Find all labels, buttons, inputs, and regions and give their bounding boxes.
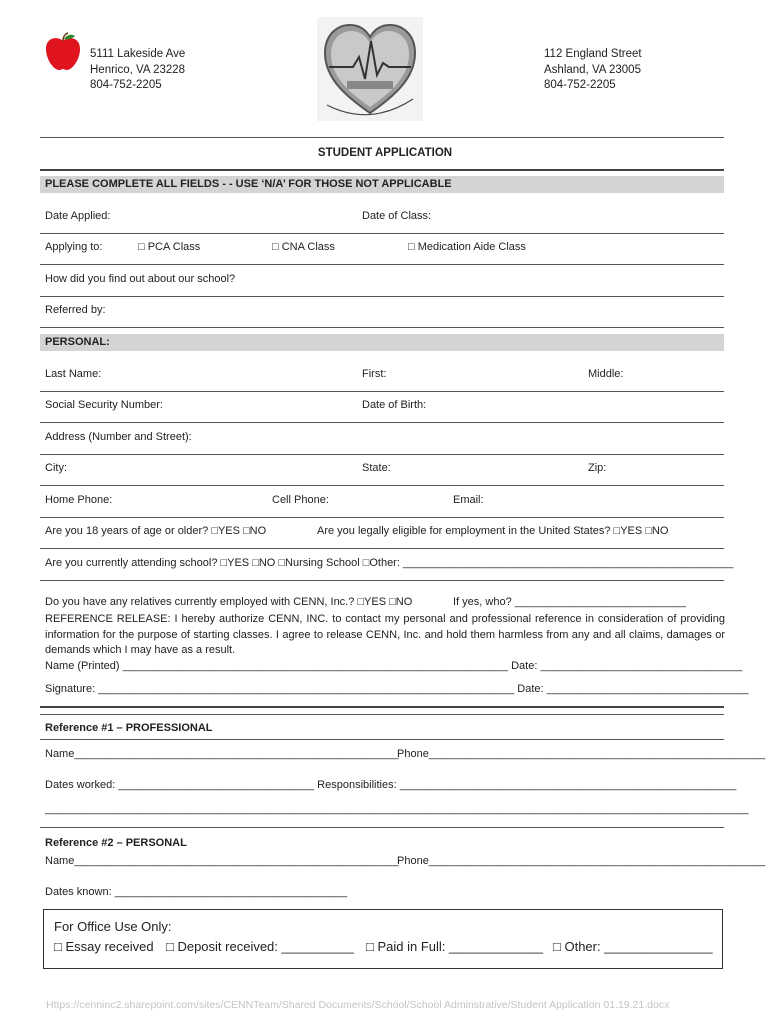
eligibility-question[interactable]: Are you legally eligible for employment in the United States? □YES □NO — [317, 525, 669, 537]
date-applied-label: Date Applied: — [45, 210, 111, 222]
signature-field[interactable]: Signature: ____________________________________________________________________ Date: _________________________________ — [45, 683, 749, 695]
office-use-title: For Office Use Only: — [54, 919, 172, 934]
personal-band: PERSONAL: — [40, 334, 724, 351]
reference-2-phone-field[interactable]: Phone_______________________________________________________ — [397, 855, 766, 867]
essay-received-checkbox[interactable]: □ Essay received — [54, 939, 154, 954]
divider — [40, 739, 724, 740]
divider — [40, 264, 724, 265]
school-question[interactable]: Are you currently attending school? □YES □NO □Nursing School □Other: ______________________________________________________ — [45, 557, 734, 569]
reference-1-dates-field[interactable]: Dates worked: ________________________________ Responsibilities: _______________________________________________________ — [45, 779, 737, 791]
office-use-box — [43, 909, 723, 969]
heart-heartbeat-seal-icon — [317, 17, 423, 121]
divider — [40, 827, 724, 828]
reference-1-heading: Reference #1 – PROFESSIONAL — [45, 722, 213, 734]
relatives-who-field[interactable]: If yes, who? ____________________________ — [453, 596, 687, 608]
age-question[interactable]: Are you 18 years of age or older? □YES □NO — [45, 525, 267, 537]
date-of-class-label: Date of Class: — [362, 210, 432, 222]
relatives-question[interactable]: Do you have any relatives currently employed with CENN, Inc.? □YES □NO — [45, 596, 413, 608]
divider — [40, 327, 724, 328]
instructions-band: PLEASE COMPLETE ALL FIELDS - - USE ‘N/A’ FOR THOSE NOT APPLICABLE — [40, 176, 724, 193]
footer-path: Https://cenninc2.sharepoint.com/sites/CENNTeam/Shared Documents/School/School Adminstrative/Student Application 01.19.21.docx — [46, 999, 670, 1011]
divider — [40, 517, 724, 518]
applying-to-label: Applying to: — [45, 241, 103, 253]
pca-class-checkbox[interactable]: □ PCA Class — [138, 241, 201, 253]
page-title: STUDENT APPLICATION — [317, 147, 453, 159]
address-label: Address (Number and Street): — [45, 431, 192, 443]
dob-label: Date of Birth: — [362, 399, 427, 411]
divider — [40, 548, 724, 549]
right-address: 112 England Street Ashland, VA 23005 804-752-2205 — [544, 48, 642, 91]
state-label: State: — [362, 462, 391, 474]
header-rule — [40, 137, 724, 138]
divider — [40, 169, 724, 171]
reference-release-text: REFERENCE RELEASE: I hereby authorize CENN, INC. to contact my personal and professional reference in consideration of providing information for the purpose of starting classes. I agree to release CENN, Inc. and hold them harmless from any and all claims, damages or demands which I may have as a result. — [45, 613, 725, 656]
ssn-label: Social Security Number: — [45, 399, 163, 411]
left-address: 5111 Lakeside Ave Henrico, VA 23228 804-752-2205 — [90, 48, 186, 91]
reference-2-dates-field[interactable]: Dates known: ______________________________________ — [45, 886, 348, 898]
middle-name-label: Middle: — [588, 368, 624, 380]
divider — [40, 485, 724, 486]
divider — [40, 580, 724, 581]
medication-aide-checkbox[interactable]: □ Medication Aide Class — [408, 241, 526, 253]
cna-class-checkbox[interactable]: □ CNA Class — [272, 241, 335, 253]
divider — [40, 391, 724, 392]
divider — [40, 454, 724, 455]
cell-phone-label: Cell Phone: — [272, 494, 329, 506]
divider — [40, 233, 724, 234]
city-label: City: — [45, 462, 67, 474]
divider — [40, 714, 724, 715]
last-name-label: Last Name: — [45, 368, 102, 380]
name-printed-field[interactable]: Name (Printed) _______________________________________________________________ Date: _________________________________ — [45, 660, 743, 672]
divider — [40, 296, 724, 297]
reference-1-name-field[interactable]: Name_____________________________________________________ — [45, 748, 399, 760]
divider — [40, 422, 724, 423]
zip-label: Zip: — [588, 462, 607, 474]
first-name-label: First: — [362, 368, 387, 380]
reference-2-heading: Reference #2 – PERSONAL — [45, 837, 187, 849]
other-checkbox[interactable]: □ Other: _______________ — [553, 939, 713, 954]
home-phone-label: Home Phone: — [45, 494, 113, 506]
how-find-label: How did you find out about our school? — [45, 273, 236, 285]
divider — [40, 706, 724, 708]
paid-in-full-checkbox[interactable]: □ Paid in Full: _____________ — [366, 939, 543, 954]
apple-icon — [44, 32, 82, 72]
reference-1-phone-field[interactable]: Phone_______________________________________________________ — [397, 748, 766, 760]
deposit-received-checkbox[interactable]: □ Deposit received: __________ — [166, 939, 354, 954]
email-label: Email: — [453, 494, 484, 506]
referred-by-label: Referred by: — [45, 304, 106, 316]
reference-1-blank-line[interactable]: ___________________________________________________________________________________________________________________ — [45, 803, 749, 815]
reference-2-name-field[interactable]: Name_____________________________________________________ — [45, 855, 399, 867]
